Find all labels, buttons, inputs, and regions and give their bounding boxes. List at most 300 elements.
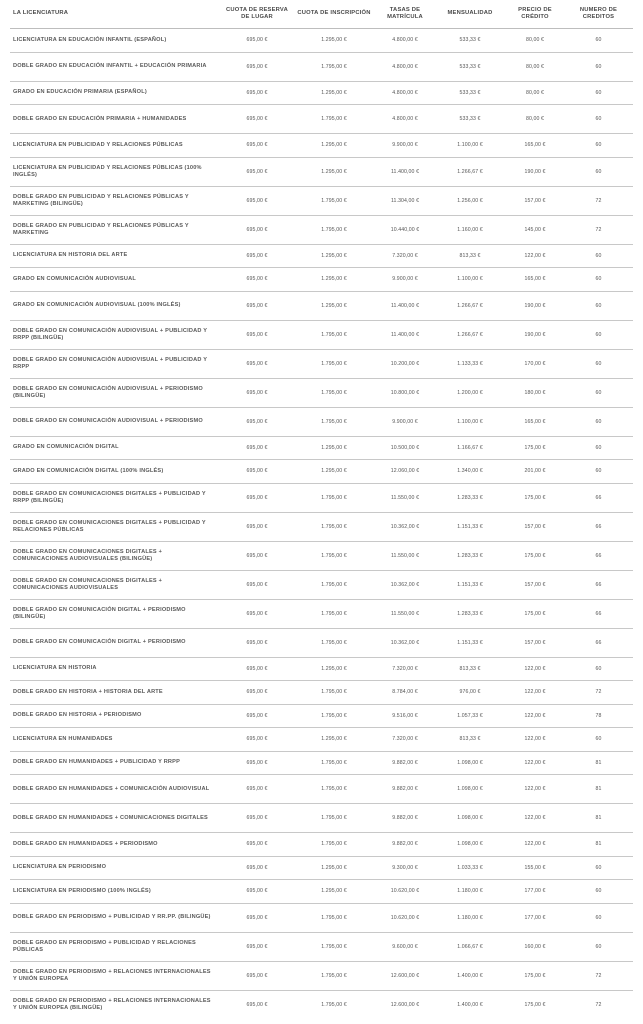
cuota-inscripcion-cell: 1.795,00 € — [321, 943, 347, 950]
tasas-matricula-cell: 9.600,00 € — [392, 943, 418, 950]
numero-creditos-cell: 60 — [595, 252, 602, 259]
table-row — [10, 775, 633, 804]
program-name-cell: DOBLE GRADO EN HISTORIA + PERIODISMO — [13, 712, 142, 719]
cuota-reserva-cell: 695,00 € — [246, 331, 268, 338]
numero-creditos-cell: 60 — [595, 665, 602, 672]
precio-credito-cell: 80,00 € — [525, 37, 544, 44]
precio-credito-cell: 157,00 € — [524, 197, 546, 204]
tasas-matricula-cell: 12.060,00 € — [390, 468, 420, 475]
cuota-inscripcion-cell: 1.295,00 € — [321, 89, 347, 96]
table-row — [10, 857, 633, 881]
cuota-reserva-cell: 695,00 € — [246, 914, 268, 921]
mensualidad-cell: 1.340,00 € — [457, 468, 483, 475]
cuota-inscripcion-cell: 1.795,00 € — [321, 581, 347, 588]
cuota-reserva-cell: 695,00 € — [246, 815, 268, 821]
cuota-inscripcion-cell: 1.795,00 € — [321, 494, 347, 501]
table-row — [10, 134, 633, 158]
tasas-matricula-cell: 11.304,00 € — [390, 197, 420, 204]
program-name-cell: DOBLE GRADO EN COMUNICACIONES DIGITALES + COMUNICACIONES AUDIOVISUALES (BILINGÜE) — [13, 548, 163, 562]
cuota-reserva-cell: 695,00 € — [246, 523, 268, 530]
tasas-matricula-cell: 7.320,00 € — [392, 665, 418, 672]
numero-creditos-cell: 66 — [595, 610, 602, 617]
mensualidad-cell: 1.400,00 € — [457, 1002, 483, 1008]
cuota-inscripcion-cell: 1.295,00 € — [321, 168, 347, 175]
tasas-matricula-cell: 9.900,00 € — [392, 276, 418, 283]
tasas-matricula-cell: 10.362,00 € — [390, 523, 420, 530]
program-name-cell: GRADO EN COMUNICACIÓN AUDIOVISUAL (100% INGLÉS) — [13, 302, 181, 308]
program-name-cell: GRADO EN COMUNICACIÓN DIGITAL — [13, 444, 119, 451]
tasas-matricula-cell: 10.362,00 € — [390, 639, 420, 646]
table-body — [10, 29, 633, 1020]
tasas-matricula-cell: 4.800,00 € — [392, 116, 418, 122]
table-row — [10, 216, 633, 245]
numero-creditos-cell: 60 — [595, 37, 602, 44]
program-name-cell: DOBLE GRADO EN HUMANIDADES + COMUNICACIONES DIGITALES — [13, 814, 208, 821]
cuota-reserva-cell: 695,00 € — [246, 37, 268, 44]
table-row — [10, 321, 633, 350]
tasas-matricula-cell: 9.516,00 € — [392, 712, 418, 719]
numero-creditos-cell: 78 — [595, 712, 602, 719]
numero-creditos-cell: 60 — [595, 302, 602, 309]
mensualidad-cell: 1.133,33 € — [457, 360, 483, 367]
numero-creditos-cell: 60 — [595, 116, 602, 122]
table-row — [10, 29, 633, 53]
mensualidad-cell: 533,33 € — [459, 63, 481, 70]
program-name-cell: DOBLE GRADO EN EDUCACIÓN INFANTIL + EDUCACIÓN PRIMARIA — [13, 63, 207, 69]
program-name-cell: LICENCIATURA EN PERIODISMO — [13, 864, 107, 871]
precio-credito-cell: 175,00 € — [524, 552, 546, 559]
precio-credito-cell: 190,00 € — [524, 331, 546, 338]
header-num-creditos: NUMERO DE CREDITOS — [579, 6, 618, 20]
program-name-cell: DOBLE GRADO EN PERIODISMO + PUBLICIDAD Y RELACIONES PÚBLICAS — [13, 939, 196, 953]
cuota-inscripcion-cell: 1.295,00 € — [321, 888, 347, 895]
tasas-matricula-cell: 9.882,00 € — [392, 841, 418, 848]
mensualidad-cell: 1.283,33 € — [457, 494, 483, 501]
mensualidad-cell: 1.166,67 € — [457, 444, 483, 451]
precio-credito-cell: 175,00 € — [524, 1002, 546, 1008]
mensualidad-cell: 1.400,00 € — [457, 972, 483, 979]
cuota-inscripcion-cell: 1.795,00 € — [321, 712, 347, 719]
tasas-matricula-cell: 4.800,00 € — [392, 89, 418, 96]
table-row — [10, 408, 633, 437]
cuota-reserva-cell: 695,00 € — [246, 581, 268, 588]
cuota-reserva-cell: 695,00 € — [246, 888, 268, 895]
numero-creditos-cell: 81 — [595, 815, 602, 821]
precio-credito-cell: 165,00 € — [524, 276, 546, 283]
program-name-cell: DOBLE GRADO EN PUBLICIDAD Y RELACIONES PÚBLICAS Y MARKETING — [13, 222, 189, 236]
table-row — [10, 681, 633, 705]
table-row — [10, 880, 633, 904]
mensualidad-cell: 813,33 € — [459, 665, 481, 672]
tasas-matricula-cell: 11.550,00 € — [390, 494, 420, 501]
precio-credito-cell: 175,00 € — [524, 444, 546, 451]
mensualidad-cell: 1.266,67 € — [457, 168, 483, 175]
cuota-inscripcion-cell: 1.795,00 € — [321, 197, 347, 204]
numero-creditos-cell: 60 — [595, 331, 602, 338]
cuota-inscripcion-cell: 1.795,00 € — [321, 552, 347, 559]
table-row — [10, 105, 633, 134]
precio-credito-cell: 201,00 € — [524, 468, 546, 475]
mensualidad-cell: 533,33 € — [459, 37, 481, 44]
numero-creditos-cell: 60 — [595, 389, 602, 396]
numero-creditos-cell: 60 — [595, 914, 602, 921]
precio-credito-cell: 175,00 € — [524, 972, 546, 979]
cuota-reserva-cell: 695,00 € — [246, 736, 268, 743]
mensualidad-cell: 1.100,00 € — [457, 142, 483, 149]
mensualidad-cell: 1.098,00 € — [457, 841, 483, 848]
program-name-cell: DOBLE GRADO EN HUMANIDADES + COMUNICACIÓN AUDIOVISUAL — [13, 785, 210, 792]
cuota-inscripcion-cell: 1.795,00 € — [321, 786, 347, 792]
cuota-inscripcion-cell: 1.795,00 € — [321, 610, 347, 617]
cuota-inscripcion-cell: 1.795,00 € — [321, 226, 347, 233]
tasas-matricula-cell: 9.882,00 € — [392, 815, 418, 821]
precio-credito-cell: 122,00 € — [524, 759, 546, 766]
precio-credito-cell: 122,00 € — [524, 252, 546, 259]
program-name-cell: GRADO EN COMUNICACIÓN DIGITAL (100% INGLÉS) — [13, 467, 164, 474]
numero-creditos-cell: 60 — [595, 89, 602, 96]
precio-credito-cell: 122,00 € — [524, 689, 546, 696]
table-row — [10, 542, 633, 571]
table-row — [10, 513, 633, 542]
table-row — [10, 804, 633, 833]
cuota-reserva-cell: 695,00 € — [246, 226, 268, 233]
program-name-cell: DOBLE GRADO EN PUBLICIDAD Y RELACIONES PÚBLICAS Y MARKETING (BILINGÜE) — [13, 193, 189, 207]
precio-credito-cell: 175,00 € — [524, 494, 546, 501]
cuota-reserva-cell: 695,00 € — [246, 418, 268, 425]
cuota-reserva-cell: 695,00 € — [246, 252, 268, 259]
precio-credito-cell: 157,00 € — [524, 523, 546, 530]
precio-credito-cell: 175,00 € — [524, 610, 546, 617]
cuota-inscripcion-cell: 1.795,00 € — [321, 1002, 347, 1008]
cuota-inscripcion-cell: 1.795,00 € — [321, 639, 347, 646]
cuota-reserva-cell: 695,00 € — [246, 168, 268, 175]
mensualidad-cell: 1.256,00 € — [457, 197, 483, 204]
cuota-reserva-cell: 695,00 € — [246, 610, 268, 617]
numero-creditos-cell: 66 — [595, 639, 602, 646]
precio-credito-cell: 165,00 € — [524, 418, 546, 425]
cuota-inscripcion-cell: 1.295,00 € — [321, 276, 347, 283]
precio-credito-cell: 80,00 € — [525, 63, 544, 70]
tasas-matricula-cell: 10.500,00 € — [390, 444, 420, 451]
table-row — [10, 933, 633, 962]
mensualidad-cell: 1.033,33 € — [457, 864, 483, 871]
precio-credito-cell: 122,00 € — [524, 736, 546, 743]
precio-credito-cell: 122,00 € — [524, 665, 546, 672]
program-name-cell: DOBLE GRADO EN COMUNICACIÓN DIGITAL + PERIODISMO — [13, 639, 186, 645]
cuota-inscripcion-cell: 1.795,00 € — [321, 418, 347, 425]
numero-creditos-cell: 81 — [595, 841, 602, 848]
cuota-reserva-cell: 695,00 € — [246, 360, 268, 367]
cuota-reserva-cell: 695,00 € — [246, 841, 268, 848]
cuota-reserva-cell: 695,00 € — [246, 943, 268, 950]
tasas-matricula-cell: 11.400,00 € — [390, 331, 420, 338]
table-row — [10, 292, 633, 321]
precio-credito-cell: 190,00 € — [524, 168, 546, 175]
cuota-reserva-cell: 695,00 € — [246, 786, 268, 792]
numero-creditos-cell: 60 — [595, 276, 602, 283]
precio-credito-cell: 122,00 € — [524, 815, 546, 821]
cuota-inscripcion-cell: 1.295,00 € — [321, 302, 347, 309]
cuota-reserva-cell: 695,00 € — [246, 302, 268, 309]
program-name-cell: LICENCIATURA EN HUMANIDADES — [13, 735, 113, 742]
tasas-matricula-cell: 4.800,00 € — [392, 37, 418, 44]
mensualidad-cell: 1.098,00 € — [457, 815, 483, 821]
cuota-inscripcion-cell: 1.795,00 € — [321, 815, 347, 821]
program-name-cell: LICENCIATURA EN EDUCACIÓN INFANTIL (ESPAÑOL) — [13, 36, 167, 43]
table-row — [10, 53, 633, 82]
cuota-inscripcion-cell: 1.795,00 € — [321, 523, 347, 530]
cuota-reserva-cell: 695,00 € — [246, 972, 268, 979]
numero-creditos-cell: 60 — [595, 943, 602, 950]
numero-creditos-cell: 60 — [595, 418, 602, 425]
precio-credito-cell: 165,00 € — [524, 142, 546, 149]
table-row — [10, 658, 633, 682]
header-inscripcion: CUOTA DE INSCRIPCIÓN — [297, 10, 371, 17]
cuota-reserva-cell: 695,00 € — [246, 689, 268, 696]
cuota-inscripcion-cell: 1.295,00 € — [321, 736, 347, 743]
mensualidad-cell: 1.151,33 € — [457, 523, 483, 530]
table-row — [10, 379, 633, 408]
cuota-inscripcion-cell: 1.795,00 € — [321, 689, 347, 696]
table-row — [10, 460, 633, 484]
cuota-inscripcion-cell: 1.795,00 € — [321, 914, 347, 921]
table-row — [10, 571, 633, 600]
cuota-inscripcion-cell: 1.795,00 € — [321, 116, 347, 122]
precio-credito-cell: 80,00 € — [525, 116, 544, 122]
mensualidad-cell: 1.180,00 € — [457, 914, 483, 921]
cuota-inscripcion-cell: 1.295,00 € — [321, 252, 347, 259]
tuition-table — [10, 0, 633, 1020]
program-name-cell: DOBLE GRADO EN PERIODISMO + RELACIONES INTERNACIONALES Y UNIÓN EUROPEA — [13, 968, 211, 982]
mensualidad-cell: 1.283,33 € — [457, 610, 483, 617]
tasas-matricula-cell: 7.320,00 € — [392, 736, 418, 743]
numero-creditos-cell: 66 — [595, 494, 602, 501]
cuota-reserva-cell: 695,00 € — [246, 552, 268, 559]
cuota-inscripcion-cell: 1.295,00 € — [321, 468, 347, 475]
precio-credito-cell: 122,00 € — [524, 841, 546, 848]
tasas-matricula-cell: 10.800,00 € — [390, 389, 420, 396]
numero-creditos-cell: 81 — [595, 786, 602, 792]
tasas-matricula-cell: 11.550,00 € — [390, 610, 420, 617]
precio-credito-cell: 157,00 € — [524, 639, 546, 646]
numero-creditos-cell: 72 — [595, 1002, 602, 1008]
tasas-matricula-cell: 10.440,00 € — [390, 226, 420, 233]
program-name-cell: DOBLE GRADO EN PERIODISMO + RELACIONES INTERNACIONALES Y UNIÓN EUROPEA (BILINGÜE) — [13, 998, 211, 1011]
program-name-cell: DOBLE GRADO EN COMUNICACIÓN AUDIOVISUAL + PUBLICIDAD Y RRPP (BILINGÜE) — [13, 327, 208, 341]
mensualidad-cell: 1.098,00 € — [457, 786, 483, 792]
precio-credito-cell: 190,00 € — [524, 302, 546, 309]
numero-creditos-cell: 60 — [595, 864, 602, 871]
mensualidad-cell: 1.057,33 € — [457, 712, 483, 719]
mensualidad-cell: 1.266,67 € — [457, 331, 483, 338]
mensualidad-cell: 1.151,33 € — [457, 581, 483, 588]
precio-credito-cell: 160,00 € — [524, 943, 546, 950]
program-name-cell: DOBLE GRADO EN COMUNICACIONES DIGITALES + PUBLICIDAD Y RRPP (BILINGÜE) — [13, 490, 206, 504]
cuota-reserva-cell: 695,00 € — [246, 468, 268, 475]
cuota-reserva-cell: 695,00 € — [246, 712, 268, 719]
numero-creditos-cell: 72 — [595, 197, 602, 204]
mensualidad-cell: 1.283,33 € — [457, 552, 483, 559]
table-row — [10, 991, 633, 1020]
numero-creditos-cell: 60 — [595, 888, 602, 895]
numero-creditos-cell: 81 — [595, 759, 602, 766]
tasas-matricula-cell: 7.320,00 € — [392, 252, 418, 259]
table-row — [10, 437, 633, 461]
cuota-inscripcion-cell: 1.295,00 € — [321, 37, 347, 44]
mensualidad-cell: 1.200,00 € — [457, 389, 483, 396]
cuota-inscripcion-cell: 1.295,00 € — [321, 444, 347, 451]
tasas-matricula-cell: 11.550,00 € — [390, 552, 420, 559]
cuota-inscripcion-cell: 1.295,00 € — [321, 142, 347, 149]
cuota-reserva-cell: 695,00 € — [246, 1002, 268, 1008]
tasas-matricula-cell: 10.200,00 € — [390, 360, 420, 367]
numero-creditos-cell: 60 — [595, 468, 602, 475]
mensualidad-cell: 1.098,00 € — [457, 759, 483, 766]
table-row — [10, 629, 633, 658]
cuota-inscripcion-cell: 1.795,00 € — [321, 331, 347, 338]
mensualidad-cell: 976,00 € — [459, 689, 481, 696]
tasas-matricula-cell: 12.600,00 € — [390, 1002, 420, 1008]
numero-creditos-cell: 60 — [595, 736, 602, 743]
program-name-cell: DOBLE GRADO EN PERIODISMO + PUBLICIDAD Y RR.PP. (BILINGÜE) — [13, 914, 211, 920]
tasas-matricula-cell: 10.620,00 € — [390, 888, 420, 895]
precio-credito-cell: 180,00 € — [524, 389, 546, 396]
tasas-matricula-cell: 8.784,00 € — [392, 689, 418, 696]
cuota-reserva-cell: 695,00 € — [246, 63, 268, 70]
header-tasas: TASAS DE MATRÍCULA — [387, 6, 423, 20]
tasas-matricula-cell: 9.300,00 € — [392, 864, 418, 871]
mensualidad-cell: 1.066,67 € — [457, 943, 483, 950]
mensualidad-cell: 813,33 € — [459, 252, 481, 259]
cuota-reserva-cell: 695,00 € — [246, 389, 268, 396]
table-row — [10, 268, 633, 292]
tasas-matricula-cell: 9.882,00 € — [392, 759, 418, 766]
program-name-cell: LICENCIATURA EN HISTORIA — [13, 665, 97, 672]
cuota-reserva-cell: 695,00 € — [246, 665, 268, 672]
program-name-cell: DOBLE GRADO EN HUMANIDADES + PUBLICIDAD Y RRPP — [13, 759, 181, 766]
tasas-matricula-cell: 9.900,00 € — [392, 142, 418, 149]
mensualidad-cell: 1.266,67 € — [457, 302, 483, 309]
table-row — [10, 484, 633, 513]
program-name-cell: DOBLE GRADO EN COMUNICACIÓN AUDIOVISUAL + PERIODISMO — [13, 418, 203, 424]
header-mensualidad: MENSUALIDAD — [447, 10, 493, 17]
precio-credito-cell: 122,00 € — [524, 786, 546, 792]
mensualidad-cell: 813,33 € — [459, 736, 481, 743]
cuota-inscripcion-cell: 1.795,00 € — [321, 759, 347, 766]
numero-creditos-cell: 60 — [595, 168, 602, 175]
tasas-matricula-cell: 4.800,00 € — [392, 63, 418, 70]
program-name-cell: DOBLE GRADO EN COMUNICACIÓN AUDIOVISUAL + PUBLICIDAD Y RRPP — [13, 356, 208, 370]
program-name-cell: DOBLE GRADO EN COMUNICACIONES DIGITALES + COMUNICACIONES AUDIOVISUALES — [13, 577, 163, 591]
table-header — [10, 0, 633, 29]
table-row — [10, 904, 633, 933]
numero-creditos-cell: 66 — [595, 581, 602, 588]
program-name-cell: GRADO EN EDUCACIÓN PRIMARIA (ESPAÑOL) — [13, 89, 147, 96]
precio-credito-cell: 80,00 € — [525, 89, 544, 96]
cuota-inscripcion-cell: 1.295,00 € — [321, 665, 347, 672]
cuota-reserva-cell: 695,00 € — [246, 444, 268, 451]
program-name-cell: DOBLE GRADO EN COMUNICACIÓN AUDIOVISUAL + PERIODISMO (BILINGÜE) — [13, 385, 203, 399]
table-row — [10, 245, 633, 269]
tasas-matricula-cell: 11.400,00 € — [390, 302, 420, 309]
program-name-cell: DOBLE GRADO EN EDUCACIÓN PRIMARIA + HUMANIDADES — [13, 115, 187, 122]
table-row — [10, 752, 633, 776]
numero-creditos-cell: 66 — [595, 552, 602, 559]
table-row — [10, 158, 633, 187]
table-row — [10, 350, 633, 379]
precio-credito-cell: 155,00 € — [524, 864, 546, 871]
program-name-cell: LICENCIATURA EN PUBLICIDAD Y RELACIONES PÚBLICAS (100% INGLÉS) — [13, 164, 202, 178]
numero-creditos-cell: 66 — [595, 523, 602, 530]
table-row — [10, 82, 633, 106]
table-row — [10, 705, 633, 729]
header-reserva: CUOTA DE RESERVA DE LUGAR — [226, 6, 288, 20]
cuota-reserva-cell: 695,00 € — [246, 759, 268, 766]
cuota-reserva-cell: 695,00 € — [246, 89, 268, 96]
mensualidad-cell: 1.100,00 € — [457, 418, 483, 425]
program-name-cell: LICENCIATURA EN PUBLICIDAD Y RELACIONES PÚBLICAS — [13, 141, 183, 148]
cuota-reserva-cell: 695,00 € — [246, 116, 268, 122]
table-row — [10, 962, 633, 991]
numero-creditos-cell: 60 — [595, 142, 602, 149]
program-name-cell: DOBLE GRADO EN HUMANIDADES + PERIODISMO — [13, 840, 158, 847]
program-name-cell: DOBLE GRADO EN COMUNICACIONES DIGITALES + PUBLICIDAD Y RELACIONES PÚBLICAS — [13, 519, 206, 533]
header-precio-credito: PRECIO DE CRÉDITO — [518, 6, 552, 20]
tasas-matricula-cell: 9.882,00 € — [392, 786, 418, 792]
precio-credito-cell: 177,00 € — [524, 914, 546, 921]
mensualidad-cell: 1.160,00 € — [457, 226, 483, 233]
precio-credito-cell: 170,00 € — [524, 360, 546, 367]
numero-creditos-cell: 72 — [595, 226, 602, 233]
numero-creditos-cell: 60 — [595, 444, 602, 451]
program-name-cell: GRADO EN COMUNICACIÓN AUDIOVISUAL — [13, 275, 136, 282]
cuota-reserva-cell: 695,00 € — [246, 494, 268, 501]
numero-creditos-cell: 60 — [595, 360, 602, 367]
mensualidad-cell: 533,33 € — [459, 89, 481, 96]
mensualidad-cell: 1.151,33 € — [457, 639, 483, 646]
tasas-matricula-cell: 12.600,00 € — [390, 972, 420, 979]
mensualidad-cell: 1.180,00 € — [457, 888, 483, 895]
cuota-reserva-cell: 695,00 € — [246, 197, 268, 204]
tasas-matricula-cell: 10.362,00 € — [390, 581, 420, 588]
precio-credito-cell: 157,00 € — [524, 581, 546, 588]
cuota-inscripcion-cell: 1.795,00 € — [321, 63, 347, 70]
program-name-cell: DOBLE GRADO EN HISTORIA + HISTORIA DEL ARTE — [13, 688, 163, 695]
numero-creditos-cell: 72 — [595, 689, 602, 696]
precio-credito-cell: 177,00 € — [524, 888, 546, 895]
cuota-reserva-cell: 695,00 € — [246, 864, 268, 871]
header-program: LA LICENCIATURA — [13, 10, 69, 17]
cuota-inscripcion-cell: 1.795,00 € — [321, 360, 347, 367]
program-name-cell: DOBLE GRADO EN COMUNICACIÓN DIGITAL + PERIODISMO (BILINGÜE) — [13, 606, 186, 620]
numero-creditos-cell: 60 — [595, 63, 602, 70]
cuota-inscripcion-cell: 1.795,00 € — [321, 389, 347, 396]
table-row — [10, 600, 633, 629]
cuota-reserva-cell: 695,00 € — [246, 276, 268, 283]
tasas-matricula-cell: 11.400,00 € — [390, 168, 420, 175]
numero-creditos-cell: 72 — [595, 972, 602, 979]
cuota-inscripcion-cell: 1.795,00 € — [321, 972, 347, 979]
precio-credito-cell: 145,00 € — [524, 226, 546, 233]
table-row — [10, 833, 633, 857]
table-row — [10, 728, 633, 752]
cuota-reserva-cell: 695,00 € — [246, 142, 268, 149]
table-row — [10, 187, 633, 216]
mensualidad-cell: 1.100,00 € — [457, 276, 483, 283]
cuota-inscripcion-cell: 1.295,00 € — [321, 864, 347, 871]
program-name-cell: LICENCIATURA EN PERIODISMO (100% INGLÉS) — [13, 887, 151, 894]
tasas-matricula-cell: 9.900,00 € — [392, 418, 418, 425]
